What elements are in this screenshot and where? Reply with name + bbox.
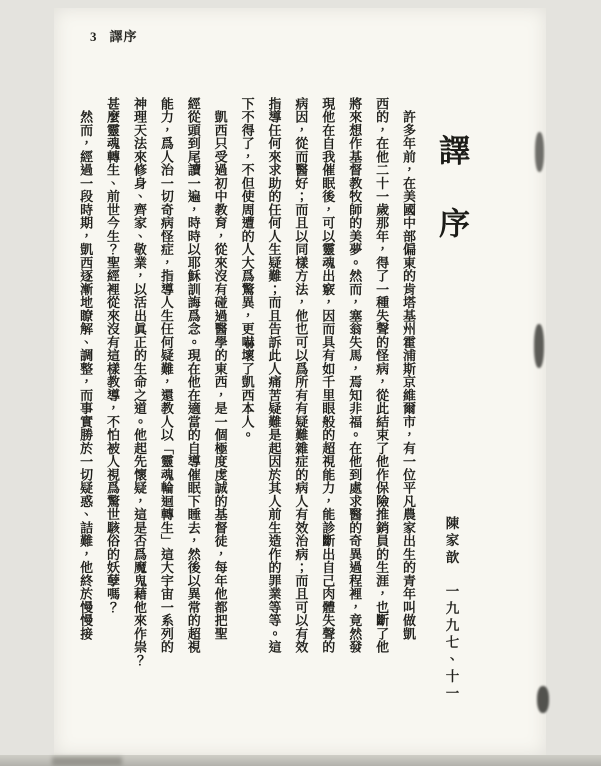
running-title: 譯序	[109, 29, 138, 44]
scan-edge-smear	[52, 757, 122, 766]
text-column: 指導任何來求助的任何人生疑難；而且告訴此人痛苦疑難是起因於其人前生造作的罪業等等。這	[266, 97, 282, 654]
body-text	[69, 97, 421, 677]
text-column: 凱西只受過初中教育，從來沒有碰過醫學的東西，是一個極度虔誠的基督徒，每年他都把聖	[212, 97, 228, 641]
text-column: 西的，在他二十一歲那年，得了一種失聲的怪病，從此結束了他作保險推銷員的生涯，也斷了他	[374, 97, 390, 654]
text-column: 病因，從而醫好；而且以同樣方法，他也可以爲所有有疑難雜症的病人有效治病；而且可以有效	[293, 97, 309, 654]
book-page	[54, 8, 546, 756]
text-column: 經從頭到尾讀一遍，時時以耶穌訓誨爲念。現在他在適當的自導催眠下睡去，然後以異常的超視	[185, 97, 201, 654]
page-number: 3	[90, 29, 98, 44]
text-column: 許多年前，在美國中部偏東的肯塔基州霍浦斯京維爾市，有一位平凡農家出生的青年叫做凱	[401, 97, 416, 641]
text-column: 將來想作基督教牧師的美夢。然而，塞翁失馬，焉知非福。在他到處求醫的奇異過程裡，竟然發	[347, 97, 363, 654]
ink-smudge	[534, 324, 544, 368]
page-header	[90, 26, 138, 45]
preface-title: 譯序	[434, 134, 469, 280]
text-column: 現他在自我催眠後，可以靈魂出竅，因而具有如千里眼般的超視能力，能診斷出自己肉體失聲的	[320, 97, 336, 654]
ink-smudge	[537, 686, 549, 713]
text-column: 神理天法來修身、齊家、敬業，以活出眞正的生命之道。他起先懷疑，這是否爲魔鬼藉他來作祟？	[131, 97, 147, 667]
ink-smudge	[535, 132, 544, 172]
text-column: 然而，經過一段時期，凱西逐漸地瞭解、調整，而事實勝於一切疑惑、詰難，他終於慢慢接	[78, 97, 94, 641]
translator-signature: 陳家歆 一九九七、十一	[443, 516, 459, 703]
text-column: 下不得了，不但使周遭的人大爲驚異，更嚇壞了凱西本人。	[239, 97, 255, 442]
text-column: 能力，爲人治一切奇病怪症，指導人生任何疑難，還教人以「靈魂輪迴轉生」這大宇宙一系列的	[158, 97, 174, 654]
text-column: 甚麼靈魂轉生、前世今生？聖經裡從來沒有這樣教導，不怕被人視爲驚世駭俗的妖孽嗎？	[105, 97, 121, 614]
